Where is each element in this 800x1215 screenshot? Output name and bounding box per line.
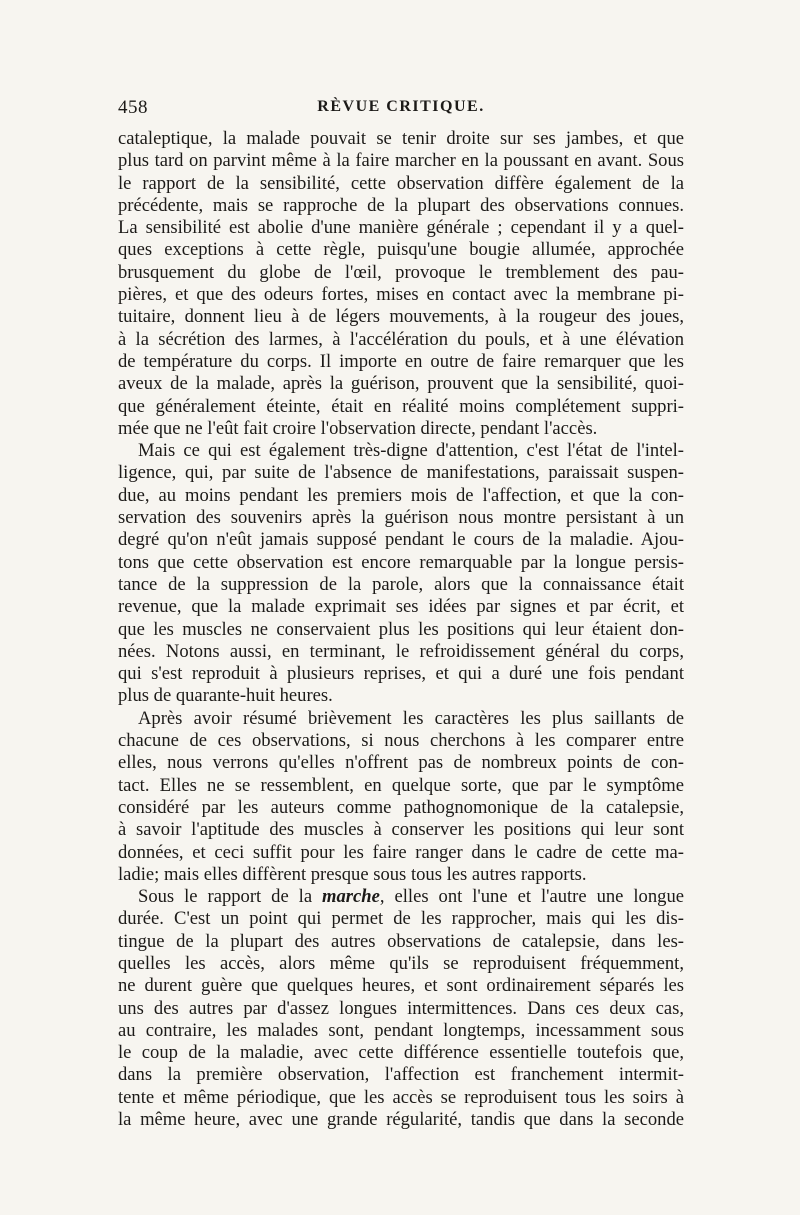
body-text — [118, 128, 684, 1131]
text-line: à savoir l'aptitude des muscles à conserver les positions qui leur sont — [118, 819, 684, 841]
paragraph-3 — [118, 708, 684, 886]
text-line: cataleptique, la malade pouvait se tenir droite sur ses jambes, et que — [118, 128, 684, 149]
text-line: nées. Notons aussi, en terminant, le refroidissement général du corps, — [118, 640, 684, 662]
text-line — [118, 886, 684, 908]
text-line: chacune de ces observations, si nous cherchons à les comparer entre — [118, 730, 684, 752]
text-line: pières, et que des odeurs fortes, mises en contact avec la membrane pi- — [118, 284, 684, 306]
text-line: de température du corps. Il importe en outre de faire remarquer que les — [118, 350, 684, 372]
text-line: qui s'est reproduit à plusieurs reprises, et qui a duré une fois pendant — [118, 663, 684, 685]
italic-term: marche — [322, 886, 380, 908]
text-line: tente et même périodique, que les accès se reproduisent tous les soirs à — [118, 1086, 684, 1108]
text-line: que les muscles ne conservaient plus les positions qui leur étaient don- — [118, 618, 684, 640]
text-line: que généralement éteinte, était en réalité moins complétement suppri- — [118, 395, 684, 417]
text-line: degré qu'on n'eût jamais supposé pendant le cours de la maladie. Ajou- — [118, 529, 684, 551]
text-line: Mais ce qui est également très-digne d'attention, c'est l'état de l'intel- — [138, 440, 684, 462]
text-line: au contraire, les malades sont, pendant longtemps, incessamment sous — [118, 1019, 684, 1041]
text-line: ne durent guère que quelques heures, et sont ordinairement séparés les — [118, 975, 684, 997]
text-line: précédente, mais se rapproche de la plupart des observations connues. — [118, 194, 684, 216]
text-line: tingue de la plupart des autres observations de catalepsie, dans les- — [118, 930, 684, 952]
text-line: mée que ne l'eût fait croire l'observation directe, pendant l'accès. — [118, 417, 598, 439]
text-line: La sensibilité est abolie d'une manière générale ; cependant il y a quel- — [118, 217, 684, 239]
text-line: tons que cette observation est encore remarquable par la longue persis- — [118, 551, 684, 573]
text-run: , elles ont l'une et l'autre une longue — [379, 886, 684, 908]
text-line: tance de la suppression de la parole, alors que la connaissance était — [118, 573, 684, 595]
paragraph-2 — [118, 440, 684, 708]
text-line: elles, nous verrons qu'elles n'offrent pas de nombreux points de con- — [118, 752, 684, 774]
text-line: servation des souvenirs après la guérison nous montre persistant à un — [118, 507, 684, 529]
text-line: ques exceptions à cette règle, puisqu'une bougie allumée, approchée — [118, 239, 684, 261]
text-line: la même heure, avec une grande régularité, tandis que dans la seconde — [118, 1109, 684, 1131]
page-number: 458 — [118, 97, 148, 118]
text-line: quelles les accès, alors même qu'ils se reproduisent fréquemment, — [118, 952, 684, 974]
text-line: à la sécrétion des larmes, à l'accélération du pouls, et à une élévation — [118, 328, 684, 350]
text-line: tuitaire, donnent lieu à de légers mouvements, à la rougeur des joues, — [118, 306, 684, 328]
running-title: RÈVUE CRITIQUE. — [317, 98, 485, 115]
page-header — [118, 97, 684, 119]
text-line: revenue, que la malade exprimait ses idées par signes et par écrit, et — [118, 596, 684, 618]
text-run: Sous le rapport de la — [138, 886, 323, 908]
text-line: durée. C'est un point qui permet de les rapprocher, mais qui les dis- — [118, 908, 684, 930]
text-line: due, au moins pendant les premiers mois de l'affection, et que la con- — [118, 484, 684, 506]
text-line: brusquement du globe de l'œil, provoque le tremblement des pau- — [118, 261, 684, 283]
text-line: données, et ceci suffit pour les faire ranger dans le cadre de cette ma- — [118, 841, 684, 863]
paragraph-4 — [118, 886, 684, 1131]
text-line: dans la première observation, l'affection est franchement intermit- — [118, 1064, 684, 1086]
text-line: uns des autres par d'assez longues intermittences. Dans ces deux cas, — [118, 997, 684, 1019]
text-line: plus de quarante-huit heures. — [118, 685, 333, 707]
text-line: le rapport de la sensibilité, cette observation diffère également de la — [118, 172, 684, 194]
text-line: tact. Elles ne se ressemblent, en quelque sorte, que par le symptôme — [118, 774, 684, 796]
text-line: plus tard on parvint même à la faire marcher en la poussant en avant. Sous — [118, 150, 684, 172]
paragraph-1 — [118, 128, 684, 440]
text-line: ladie; mais elles diffèrent presque sous tous les autres rapports. — [118, 863, 587, 885]
text-line: le coup de la maladie, avec cette différence essentielle toutefois que, — [118, 1042, 684, 1064]
text-line: ligence, qui, par suite de l'absence de manifestations, paraissait suspen- — [118, 462, 684, 484]
text-line: Après avoir résumé brièvement les caractères les plus saillants de — [138, 707, 684, 729]
text-line: aveux de la malade, après la guérison, prouvent que la sensibilité, quoi- — [118, 373, 684, 395]
text-line: considéré par les auteurs comme pathognomonique de la catalepsie, — [118, 796, 684, 818]
